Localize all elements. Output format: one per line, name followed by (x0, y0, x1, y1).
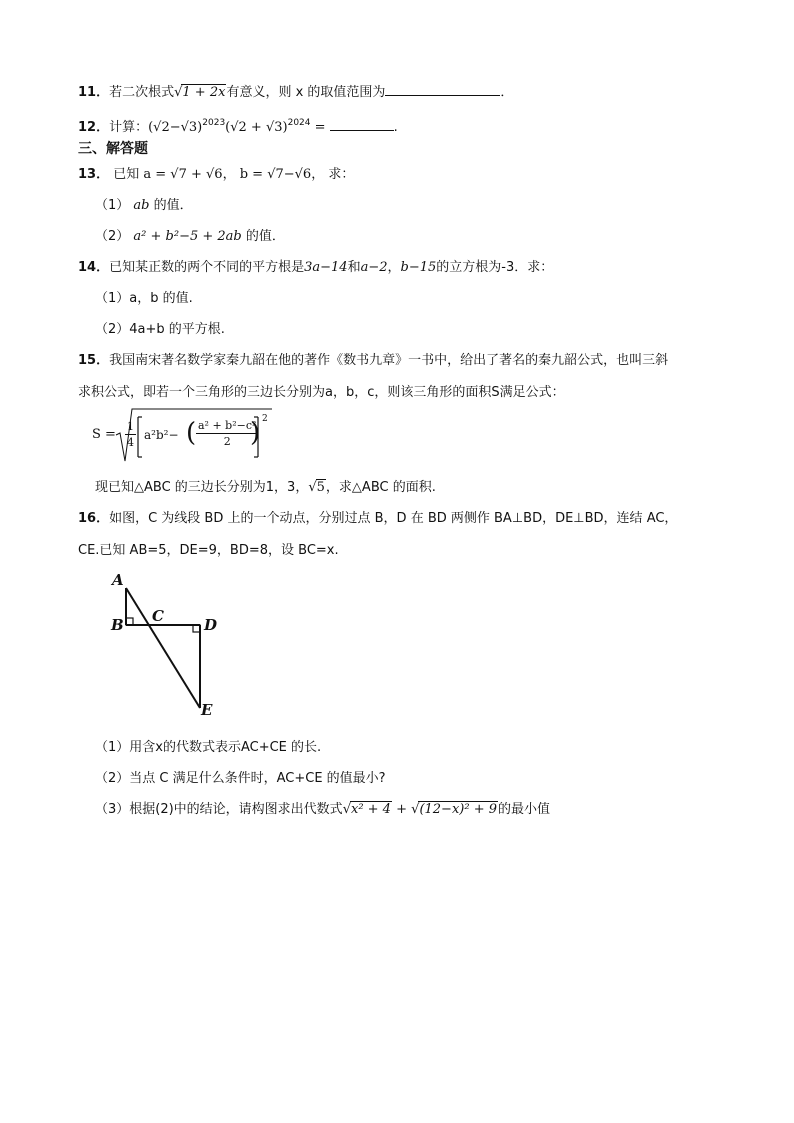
q16-sub3 (95, 800, 550, 820)
q15-line3-pre: 现已知△ABC 的三边长分别为1，3， (95, 480, 309, 495)
formula-quarter (125, 419, 136, 450)
geometry-figure (100, 568, 240, 728)
q14-text-b: 的立方根为-3．求： (436, 260, 554, 275)
q16-sub3-post: 的最小值 (498, 802, 551, 817)
quarter-denominator: 4 (127, 436, 134, 449)
q13-sub2-text: 的值． (245, 229, 285, 244)
question-16-line1 (78, 509, 677, 529)
question-15-line2: 求积公式，即若一个三角形的三边长分别为a，b，c，则该三角形的面积S满足公式： (78, 385, 565, 400)
q13-text-post: 求： (328, 167, 355, 182)
figure-lines (100, 568, 240, 728)
q13-sub1-text: 的值． (153, 198, 193, 213)
q15-line1-text: 我国南宋著名数学家秦九韶在他的著作《数书九章》一书中，给出了著名的秦九韶公式，也叫三斜 (109, 353, 669, 368)
question-15-line3 (95, 478, 436, 498)
q11-end: ． (500, 85, 514, 100)
formula-rparen: ) (250, 418, 261, 448)
q13-sub1-expr: ab (133, 198, 150, 213)
q13-number: 13． (78, 167, 110, 182)
q14-expr2: a−2 (360, 260, 388, 275)
question-13 (78, 165, 354, 185)
q14-expr1: 3a−14 (304, 260, 348, 275)
q13-sub2-expr: a² + b²−5 + 2ab (133, 229, 242, 244)
label-B: B (111, 616, 124, 634)
q12-expr1: (√2−√3) (148, 120, 203, 135)
sqrt-symbol: √ (342, 802, 351, 817)
q16-line1-text: 如图，C 为线段 BD 上的一个动点，分别过点 B，D 在 BD 两侧作 BA⊥BD，DE⊥BD，连结 AC， (109, 511, 678, 526)
answer-blank[interactable] (385, 82, 500, 96)
sub-label: （2） (95, 229, 130, 244)
label-C: C (152, 607, 164, 625)
q13-sub1 (95, 196, 193, 216)
q14-number: 14． (78, 260, 110, 275)
q16-sub2: （2）当点 C 满足什么条件时，AC+CE 的值最小? (95, 771, 386, 786)
inner-denominator: 2 (223, 435, 231, 448)
q15-line3-post: ，求△ABC 的面积. (325, 480, 436, 495)
q16-radicand2: (12−x)² + 9 (419, 802, 497, 817)
question-12 (78, 113, 398, 138)
q12-end: . (393, 120, 398, 135)
q11-text-post: 有意义，则 x 的取值范围为 (226, 85, 386, 100)
q12-exp2: 2024 (287, 118, 311, 128)
formula-a2b2: a²b²− (144, 428, 179, 442)
q16-number: 16． (78, 511, 110, 526)
q12-eq: = (310, 120, 330, 135)
quarter-numerator: 1 (127, 420, 134, 433)
q13-sub2 (95, 227, 285, 247)
q16-radicand1: x² + 4 (350, 802, 391, 817)
q11-number: 11． (78, 85, 110, 100)
inner-numerator: a² + b²−c² (198, 419, 257, 432)
q14-sub2: （2）4a+b 的平方根. (95, 322, 225, 337)
formula-square-exp: 2 (262, 414, 268, 424)
q12-expr2: (√2 + √3) (225, 120, 288, 135)
sqrt-symbol: √ (174, 85, 183, 100)
sub-label: （1） (95, 198, 130, 213)
section-heading: 三、解答题 (78, 141, 148, 157)
q15-number: 15． (78, 353, 110, 368)
q14-expr3: b−15 (400, 260, 437, 275)
q12-number: 12． (78, 120, 110, 135)
sqrt-symbol: √ (411, 802, 420, 817)
q16-sub1: （1）用含x的代数式表示AC+CE 的长. (95, 740, 322, 755)
q14-and: 和 (347, 260, 361, 275)
label-D: D (204, 616, 218, 634)
formula-lhs: S = (92, 427, 116, 442)
q13-text-pre: 已知 (113, 167, 140, 182)
q16-plus: + (391, 802, 412, 817)
q14-sub1: （1）a，b 的值. (95, 291, 193, 306)
q13-a-def: a = √7 + √6， (143, 167, 236, 182)
label-A: A (112, 571, 124, 589)
q12-text-pre: 计算： (109, 120, 149, 135)
q11-radicand: 1 + 2x (182, 85, 226, 100)
q14-comma: ， (387, 260, 401, 275)
q12-exp1: 2023 (202, 118, 226, 128)
q16-sub3-pre: （3）根据(2)中的结论，请构图求出代数式 (95, 802, 343, 817)
question-15-line1 (78, 351, 668, 371)
question-16-line2: CE.已知 AB=5，DE=9，BD=8，设 BC=x. (78, 543, 339, 558)
answer-blank[interactable] (330, 117, 394, 131)
question-11 (78, 82, 513, 103)
question-14 (78, 258, 553, 278)
sqrt-symbol: √ (308, 480, 317, 495)
q11-text-pre: 若二次根式 (109, 85, 175, 100)
label-E: E (201, 701, 213, 719)
formula-lparen: ( (186, 418, 197, 448)
q15-radicand: 5 (316, 480, 325, 495)
q13-b-def: b = √7−√6， (239, 167, 325, 182)
q14-text-a: 已知某正数的两个不同的平方根是 (109, 260, 305, 275)
